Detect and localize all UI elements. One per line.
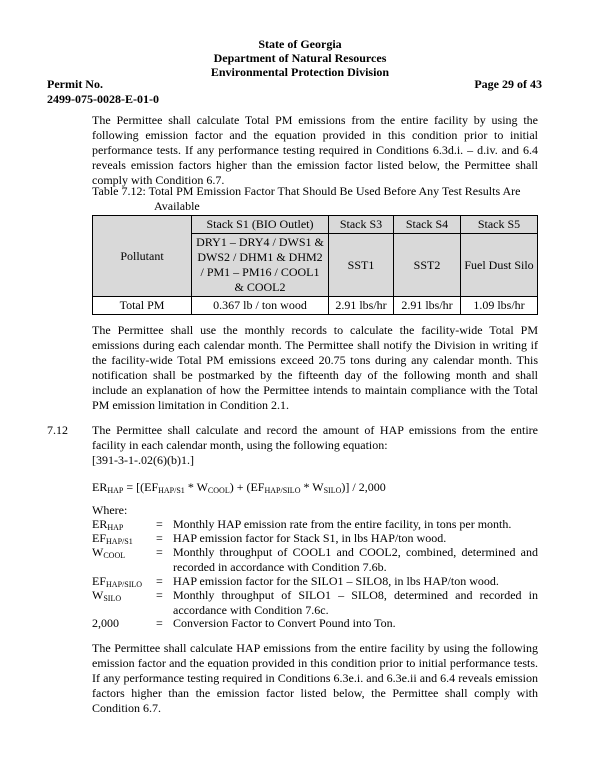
header-department: Department of Natural Resources <box>213 51 387 65</box>
hap-equation: $ER_{HAP} = [(EF_{HAP/S1} * W_{COOL}) + (EF_{HAP/SILO} * W_{SILO})] / 2,000$ <box>92 480 386 495</box>
page-number: Page 29 of 43 <box>474 77 542 91</box>
stack-s5-source: Fuel Dust Silo <box>461 234 538 297</box>
pollutant-cell: Total PM <box>93 297 192 315</box>
header-state: State of Georgia <box>258 37 342 51</box>
stack-s1-value: 0.367 lb / ton wood <box>192 297 329 315</box>
table-caption-line2: Available <box>154 199 200 213</box>
stack-s1-header: Stack S1 (BIO Outlet) <box>192 216 329 234</box>
paragraph-pm-calculation: The Permittee shall calculate Total PM emissions from the entire facility by using the following emission factor and the equation provided in this condition prior to initial performance tests. If any performance testing required in Conditions 6.3d.i. – d.iv. and 6.4 reveals emission factors higher than the emission factor listed below, the Permittee shall comply with Condition 6.7. <box>92 113 538 187</box>
pollutant-header: Pollutant <box>93 216 192 297</box>
table-caption-line1: Table 7.12: Total PM Emission Factor That Should Be Used Before Any Test Results Are <box>92 184 521 198</box>
where-label: Where: <box>92 503 128 517</box>
section-text: The Permittee shall calculate and record the amount of HAP emissions from the entire facility in each calendar month, using the following equation: <box>92 423 538 452</box>
stack-s3-source: SST1 <box>329 234 394 297</box>
permit-label: Permit No. <box>47 77 103 91</box>
definition-symbol: $W_{COOL}$ <box>92 545 126 560</box>
header-division: Environmental Protection Division <box>210 65 390 79</box>
definition-symbol: $EF_{HAP/S1}$ <box>92 531 133 546</box>
stack-s5-value: 1.09 lbs/hr <box>461 297 538 315</box>
paragraph-hap-calculation: The Permittee shall calculate HAP emissions from the entire facility by using the following emission factor and the equation provided in this condition prior to initial performance tests. If any performance testing required in Conditions 6.3e.i. and 6.3e.ii and 6.4 reveals emission factors higher than the emission factor listed below, the Permittee shall comply with Condition 6.7. <box>92 641 538 715</box>
table-header-row <box>93 216 538 234</box>
stack-s4-header: Stack S4 <box>394 216 461 234</box>
stack-s4-source: SST2 <box>394 234 461 297</box>
stack-s3-header: Stack S3 <box>329 216 394 234</box>
paragraph-monthly-records: The Permittee shall use the monthly records to calculate the facility-wide Total PM emissions during each calendar month. The Permittee shall notify the Division in writing if the facility-wide Total PM emissions exceed 20.75 tons during any calendar month. This notification shall be postmarked by the fifteenth day of the following month and shall include an explanation of how the Permittee intends to maintain compliance with the Total PM emission limitation in Condition 2.1. <box>92 323 538 412</box>
definition-symbol: $ER_{HAP}$ <box>92 517 124 532</box>
definition-symbol: $EF_{HAP/SILO}$ <box>92 574 143 589</box>
stack-s4-value: 2.91 lbs/hr <box>394 297 461 315</box>
stack-s5-header: Stack S5 <box>461 216 538 234</box>
stack-s1-sources: DRY1 – DRY4 / DWS1 & DWS2 / DHM1 & DHM2 / PM1 – PM16 / COOL1 & COOL2 <box>192 234 329 297</box>
permit-number: 2499-075-0028-E-01-0 <box>47 92 159 106</box>
definition-symbol: 2,000 <box>92 616 119 630</box>
stack-s3-value: 2.91 lbs/hr <box>329 297 394 315</box>
section-number: 7.12 <box>47 423 68 437</box>
table-row <box>93 297 538 315</box>
pm-emission-factor-table <box>92 215 538 315</box>
table-caption <box>92 184 538 214</box>
definition-symbol: $W_{SILO}$ <box>92 588 122 603</box>
section-citation: [391-3-1-.02(6)(b)1.] <box>92 453 194 467</box>
